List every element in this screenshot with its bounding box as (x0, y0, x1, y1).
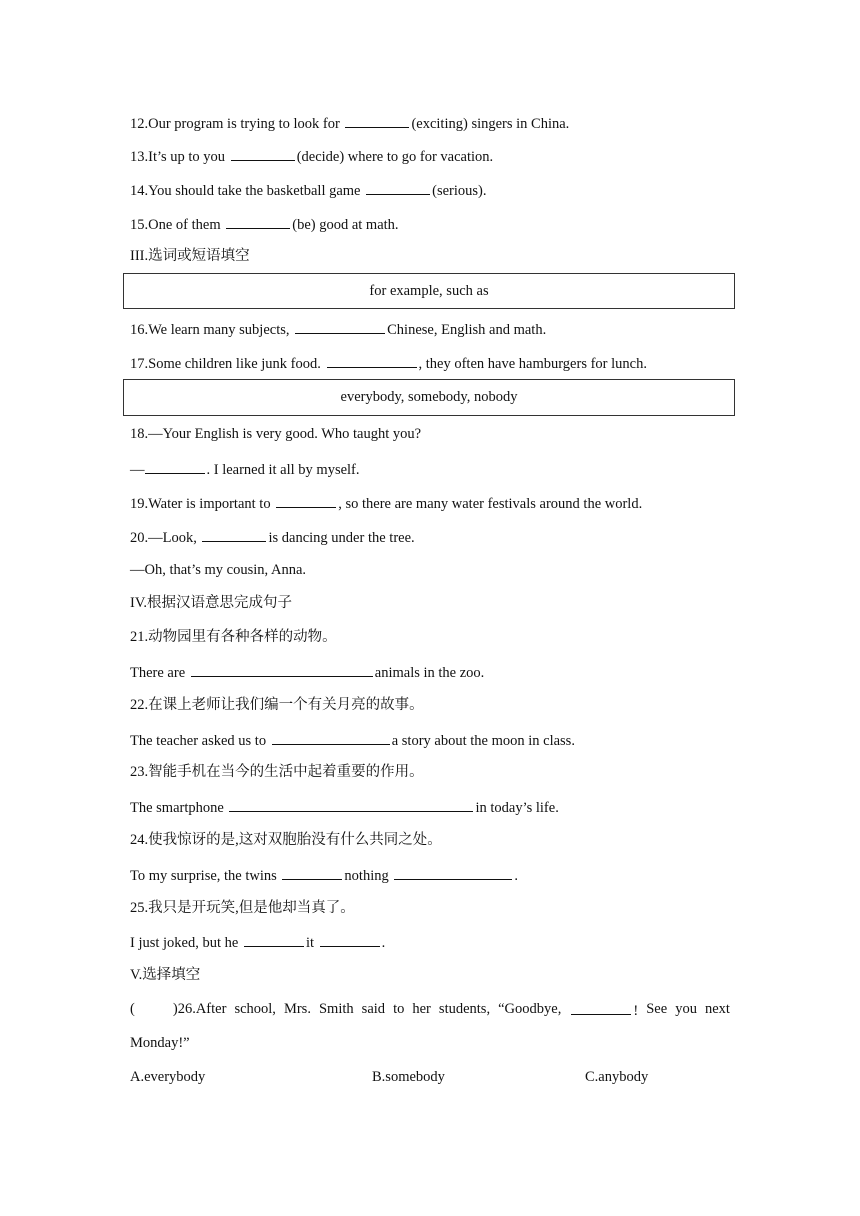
question-text: 14.You should take the basketball game (130, 183, 365, 199)
question-18-answer-line (130, 459, 360, 479)
question-text: a story about the moon in class. (391, 733, 575, 749)
question-text: nothing (344, 868, 393, 884)
question-text: (exciting) singers in China. (411, 116, 570, 132)
question-word: to (393, 1001, 405, 1017)
word-box-text: everybody, somebody, nobody (340, 389, 518, 405)
question-text: 19.Water is important to (130, 496, 275, 512)
question-text: is dancing under the tree. (268, 530, 415, 546)
answer-blank[interactable] (366, 180, 430, 195)
question-26-line2: Monday!” (130, 1035, 190, 1051)
question-21-chinese: 21.动物园里有各种各样的动物。 (130, 629, 337, 645)
question-text: 20.—Look, (130, 530, 201, 546)
question-word: you (675, 1001, 697, 1017)
word-box-text: for example, such as (369, 282, 489, 299)
answer-blank[interactable] (272, 730, 390, 745)
blank-group: ! (569, 1000, 638, 1020)
question-23 (130, 797, 559, 817)
question-17 (130, 353, 647, 373)
question-text: . I learned it all by myself. (206, 462, 360, 478)
answer-blank[interactable] (145, 459, 205, 474)
question-word: said (361, 1001, 386, 1017)
option-b[interactable]: B.somebody (372, 1069, 445, 1085)
question-13 (130, 146, 493, 166)
question-text: . (381, 935, 386, 951)
section-title: IV.根据汉语意思完成句子 (130, 595, 293, 611)
question-word: See (646, 1001, 668, 1017)
question-text: , they often have hamburgers for lunch. (418, 356, 647, 372)
word-box (123, 273, 735, 309)
question-word: Mrs. (283, 1001, 311, 1017)
question-text: animals in the zoo. (374, 665, 485, 681)
question-text: it (305, 935, 318, 951)
question-25-chinese: 25.我只是开玩笑,但是他却当真了。 (130, 900, 355, 916)
question-18-line1: 18.—Your English is very good. Who taught you? (130, 426, 422, 442)
question-text: To my surprise, the twins (130, 868, 281, 884)
question-21 (130, 662, 484, 682)
question-text: The teacher asked us to (130, 733, 270, 749)
question-text: in today’s life. (475, 800, 559, 816)
answer-blank[interactable] (244, 932, 304, 947)
answer-blank[interactable] (295, 319, 385, 334)
question-12 (130, 113, 569, 133)
answer-blank[interactable] (231, 146, 295, 161)
question-15 (130, 214, 399, 234)
question-23-chinese: 23.智能手机在当今的生活中起着重要的作用。 (130, 764, 424, 780)
question-19 (130, 493, 642, 513)
question-text: 17.Some children like junk food. (130, 356, 325, 372)
question-word: students, (438, 1001, 491, 1017)
question-26-line1 (130, 1000, 730, 1020)
answer-blank[interactable] (571, 1000, 631, 1015)
answer-blank[interactable] (229, 797, 473, 812)
question-word: next (704, 1001, 730, 1017)
question-text: Chinese, English and math. (387, 322, 547, 338)
answer-blank[interactable] (282, 865, 342, 880)
question-text: There are (130, 665, 189, 681)
question-text: . (514, 868, 518, 884)
question-24-chinese: 24.使我惊讶的是,这对双胞胎没有什么共同之处。 (130, 832, 442, 848)
answer-paren[interactable]: ( )26.After (130, 1001, 227, 1017)
section-title: III.选词或短语填空 (130, 248, 250, 264)
question-text: I just joked, but he (130, 935, 242, 951)
answer-blank[interactable] (345, 113, 409, 128)
option-a[interactable]: A.everybody (130, 1069, 206, 1085)
question-text: 16.We learn many subjects, (130, 322, 294, 338)
question-20 (130, 527, 415, 547)
answer-blank[interactable] (276, 493, 336, 508)
question-22-chinese: 22.在课上老师让我们编一个有关月亮的故事。 (130, 697, 424, 713)
answer-blank[interactable] (202, 527, 266, 542)
question-text: (be) good at math. (292, 217, 399, 233)
question-25 (130, 932, 385, 952)
question-text: 15.One of them (130, 217, 225, 233)
question-word: “Goodbye, (498, 1001, 562, 1017)
answer-blank[interactable] (394, 865, 512, 880)
question-word: Smith (318, 1001, 354, 1017)
question-text: (decide) where to go for vacation. (296, 149, 494, 165)
answer-blank[interactable] (226, 214, 290, 229)
question-word: school, (234, 1001, 276, 1017)
option-c[interactable]: C.anybody (585, 1069, 649, 1085)
question-24 (130, 865, 518, 885)
dash: — (130, 462, 145, 478)
answer-blank[interactable] (327, 353, 417, 368)
question-text: 13.It’s up to you (130, 149, 229, 165)
answer-blank[interactable] (191, 662, 373, 677)
question-text: (serious). (432, 183, 487, 199)
question-22 (130, 730, 575, 750)
section-title: V.选择填空 (130, 967, 201, 983)
answer-blank[interactable] (320, 932, 380, 947)
question-14 (130, 180, 487, 200)
question-text: 12.Our program is trying to look for (130, 116, 344, 132)
question-20-line2: —Oh, that’s my cousin, Anna. (130, 562, 307, 578)
word-box (123, 379, 735, 416)
question-16 (130, 319, 546, 339)
question-text: The smartphone (130, 800, 228, 816)
question-text: , so there are many water festivals around the world. (338, 496, 643, 512)
question-word: her (412, 1001, 431, 1017)
